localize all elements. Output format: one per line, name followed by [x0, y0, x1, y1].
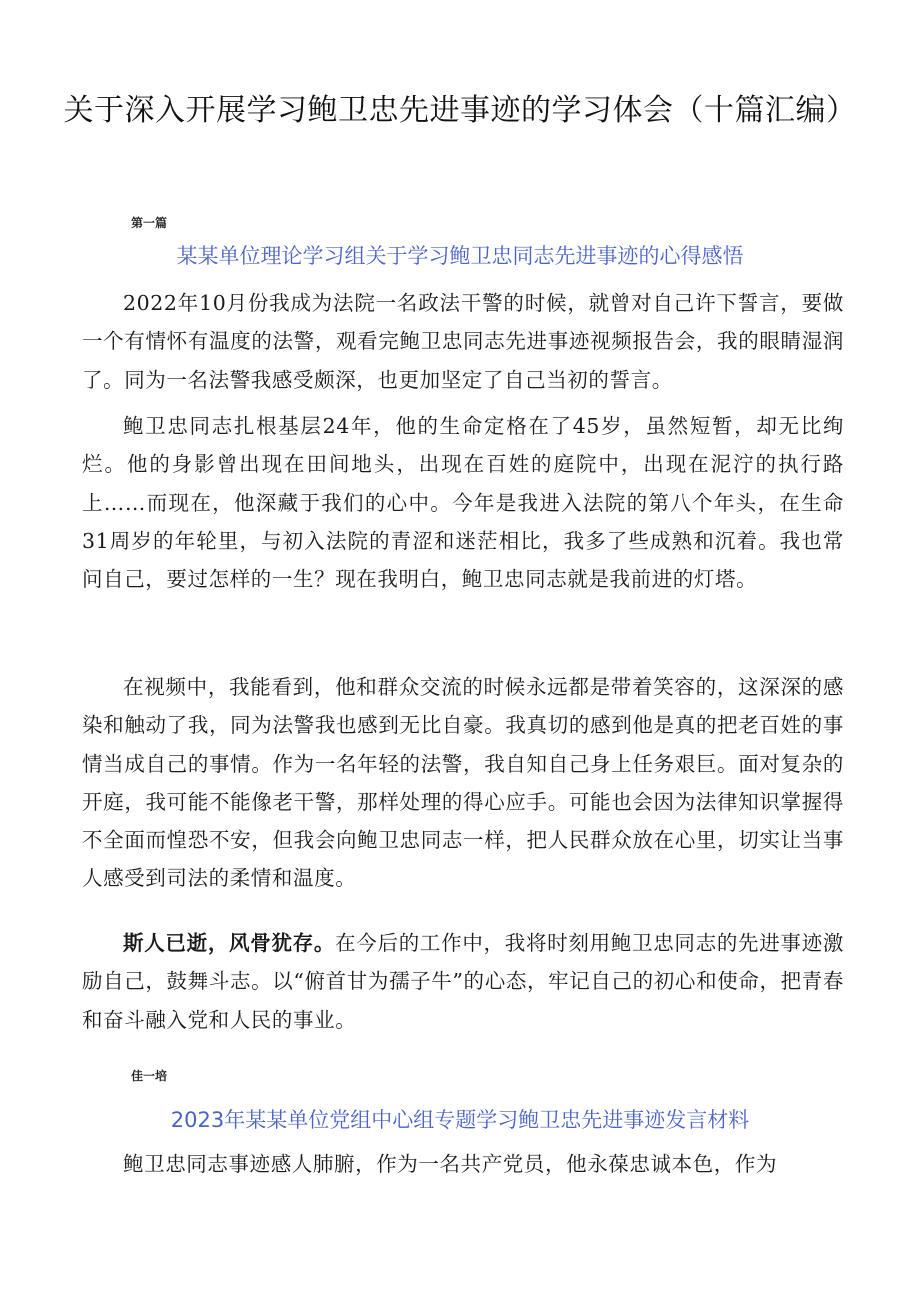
section-heading-2: 2023年某某单位党组中心组专题学习鲍卫忠先进事迹发言材料 [170, 1108, 750, 1132]
section-label-1: 第一篇 [131, 216, 168, 230]
paragraph-2: 鲍卫忠同志扎根基层24年，他的生命定格在了45岁，虽然短暂，却无比绚烂。他的身影曾出现在田间地头，出现在百姓的庭院中，出现在泥泞的执行路上……而现在，他深藏于我们的心中。今年是我进入法院的第八个年头，在生命31周岁的年轮里，与初入法院的青涩和迷茫相比，我多了些成熟和沉着。我也常问自己，要过怎样的一生？现在我明白，鲍卫忠同志就是我前进的灯塔。 [82, 414, 844, 592]
closing-text: 在今后的工作中，我将时刻用鲍卫忠同志的先进事迹激励自己，鼓舞斗志。以“俯首甘为孺子牛”的心态，牢记自己的初心和使命，把青春和奋斗融入党和人民的事业。 [82, 931, 844, 1032]
paragraph-closing [82, 924, 844, 1039]
closing-emphasis: 斯人已逝，风骨犹存。 [123, 931, 336, 955]
paragraph-3: 在视频中，我能看到，他和群众交流的时候永远都是带着笑容的，这深深的感染和触动了我，同为法警我也感到无比自豪。我真切的感到他是真的把老百姓的事情当成自己的事情。作为一名年轻的法警，我自知自己身上任务艰巨。面对复杂的开庭，我可能不能像老干警，那样处理的得心应手。可能也会因为法律知识掌握得不全面而惶恐不安，但我会向鲍卫忠同志一样，把人民群众放在心里，切实让当事人感受到司法的柔情和温度。 [82, 675, 844, 891]
paragraph-4: 鲍卫忠同志事迹感人肺腑，作为一名共产党员，他永葆忠诚本色，作为 [123, 1152, 778, 1176]
section-label-2: 佳一培 [131, 1069, 168, 1083]
document-title: 关于深入开展学习鲍卫忠先进事迹的学习体会（十篇汇编） [63, 93, 857, 128]
paragraph-1: 2022年10月份我成为法院一名政法干警的时候，就曾对自己许下誓言，要做一个有情怀有温度的法警，观看完鲍卫忠同志先进事迹视频报告会，我的眼睛湿润了。同为一名法警我感受颇深，也更加坚定了自己当初的誓言。 [82, 291, 844, 392]
section-heading-1: 某某单位理论学习组关于学习鲍卫忠同志先进事迹的心得感悟 [176, 244, 744, 268]
